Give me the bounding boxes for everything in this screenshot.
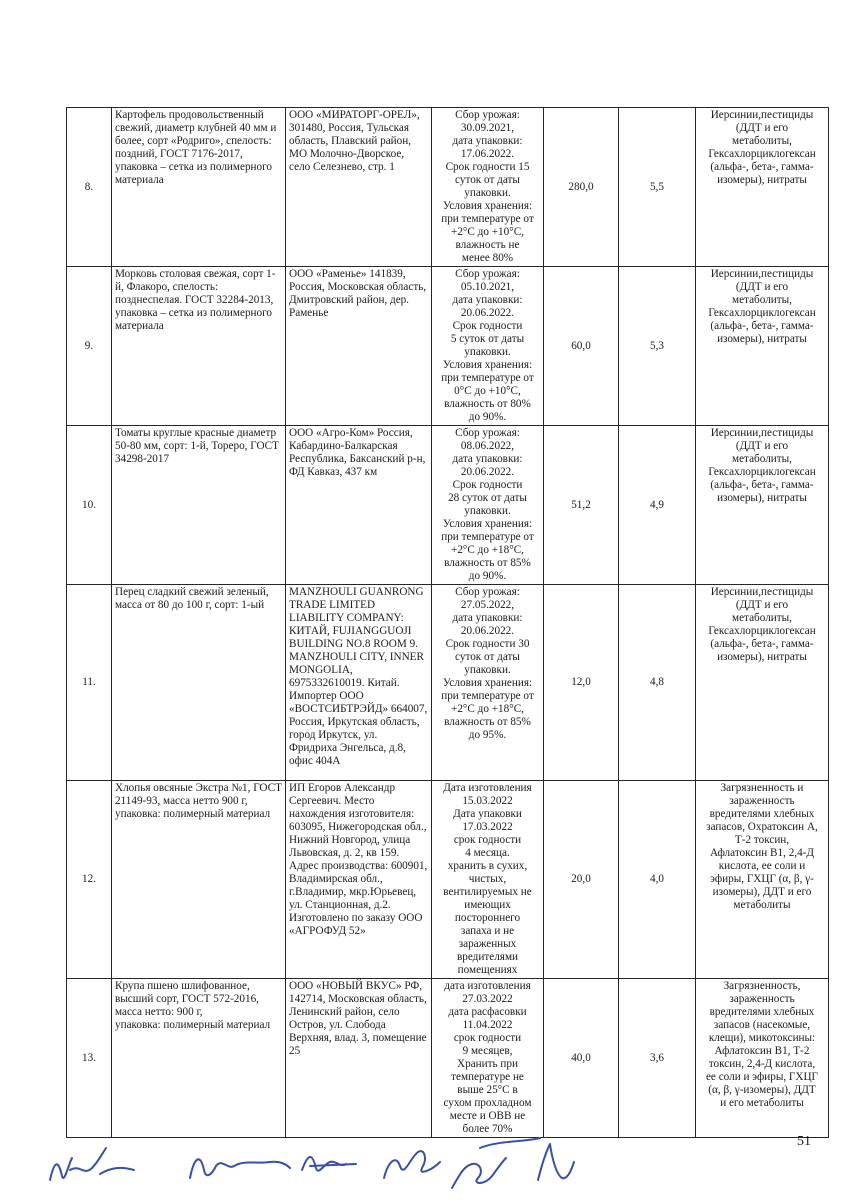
table-row xyxy=(67,585,829,781)
measured-value-cell xyxy=(619,426,696,585)
test-parameters: Иерсинии,пестициды (ДДТ и его метаболиты, Гексахлорциклогексан (альфа-, бета-, гамма- изомеры), нитраты xyxy=(708,427,816,504)
table-row xyxy=(67,108,829,267)
measured-value-cell xyxy=(619,585,696,781)
signature-6 xyxy=(538,1144,574,1180)
measured-value: 3,6 xyxy=(650,1051,664,1064)
manufacturer-info: MANZHOULI GUANRONG TRADE LIMITED LIABILITY COMPANY: КИТАЙ, FUJIANGGUOJI BUILDING NO.8 ROOM 9. MANZHOULI CITY, INNER MONGOLIA, 6975332610019. Китай. Импортер ООО «ВОСТСИБТРЭЙД» 664007, Россия, Иркутская область, город Иркутск, ул. Фридриха Энгельса, д.8, офис 404А xyxy=(289,586,428,767)
row-number-cell xyxy=(67,108,112,267)
test-parameters: Загрязненность и зараженность вредителями хлебных запасов, Охратоксин А, Т-2 токсин, Афлатоксин В1, 2,4-Д кислота, ее соли и эфиры, ГХЦГ (α, β, γ- изомеры), ДДТ и его метаболиты xyxy=(706,782,818,911)
sample-mass-cell xyxy=(544,108,619,267)
manufacturer-info: ООО «Раменье» 141839, Россия, Московская область, Дмитровский район, дер. Раменье xyxy=(289,268,427,319)
manufacturer-info: ООО «НОВЫЙ ВКУС» РФ, 142714, Московская область, Ленинский район, село Остров, ул. Слобода Верхняя, влад. 3, помещение 25 xyxy=(289,980,427,1057)
dates-and-storage: дата изготовления 27.03.2022 дата расфасовки 11.04.2022 срок годности 9 месяцев, Хранить при температуре не выше 25°С в сухом прохладном месте и ОВВ не более 70% xyxy=(443,980,532,1135)
dates-and-storage: Сбор урожая: 05.10.2021, дата упаковки: 20.06.2022. Срок годности 5 суток от даты упаковки. Условия хранения: при температуре от 0°С до +10°С, влажность от 80% до 90%. xyxy=(441,268,534,423)
dates-and-storage: Дата изготовления 15.03.2022 Дата упаковки 17.03.2022 срок годности 4 месяца. хранить в сухих, чистых, вентилируемых не имеющих постороннего запаха и не зараженных вредителями помещениях xyxy=(443,782,532,976)
manufacturer-info-cell xyxy=(286,267,432,426)
handwritten-signatures xyxy=(40,1118,600,1198)
product-description-cell xyxy=(112,426,286,585)
dates-and-storage-cell xyxy=(432,267,544,426)
sample-mass: 60,0 xyxy=(571,339,591,352)
sample-mass-cell xyxy=(544,585,619,781)
test-parameters: Иерсинии,пестициды (ДДТ и его метаболиты, Гексахлорциклогексан (альфа-, бета-, гамма- изомеры), нитраты xyxy=(708,109,816,186)
measured-value: 4,9 xyxy=(650,498,664,511)
manufacturer-info-cell xyxy=(286,979,432,1138)
row-number: 10. xyxy=(82,498,96,511)
row-number: 13. xyxy=(82,1051,96,1064)
test-parameters: Загрязненность, зараженность вредителями хлебных запасов (насекомые, клещи), микотоксины: Афлатоксин В1, Т-2 токсин, 2,4-Д кислота, ее соли и эфиры, ГХЦГ (α, β, γ-изомеры), ДДТ и его метаболиты xyxy=(705,980,819,1109)
test-parameters-cell xyxy=(696,585,829,781)
measured-value: 4,8 xyxy=(650,676,664,688)
page-number: 51 xyxy=(797,1134,811,1149)
test-parameters-cell xyxy=(696,781,829,979)
row-number-cell xyxy=(67,585,112,781)
test-parameters-cell xyxy=(696,426,829,585)
sample-mass: 280,0 xyxy=(568,180,594,193)
product-description: Картофель продовольственный свежий, диаметр клубней 40 мм и более, сорт «Родриго», спелость: поздний, ГОСТ 7176-2017, упаковка – сетка из полимерного материала xyxy=(115,109,277,186)
row-number: 11. xyxy=(82,676,96,688)
row-number-cell xyxy=(67,979,112,1138)
sample-mass-cell xyxy=(544,426,619,585)
manufacturer-info-cell xyxy=(286,781,432,979)
test-parameters: Иерсинии,пестициды (ДДТ и его метаболиты, Гексахлорциклогексан (альфа-, бета-, гамма- изомеры), нитраты xyxy=(708,586,816,663)
product-description-cell xyxy=(112,979,286,1138)
sample-mass-cell xyxy=(544,781,619,979)
measured-value: 5,3 xyxy=(650,339,664,352)
signature-2 xyxy=(190,1159,290,1178)
sample-mass: 20,0 xyxy=(571,873,591,885)
dates-and-storage: Сбор урожая: 27.05.2022, дата упаковки: 20.06.2022. Срок годности 30 суток от даты упаковки. Условия хранения: при температуре от +2°С до +18°С, влажность от 85% до 95%. xyxy=(441,586,534,741)
dates-and-storage-cell xyxy=(432,979,544,1138)
signature-3 xyxy=(302,1157,356,1171)
sample-mass-cell xyxy=(544,267,619,426)
row-number: 8. xyxy=(84,180,94,193)
product-description-cell xyxy=(112,781,286,979)
row-number-cell xyxy=(67,781,112,979)
measured-value-cell xyxy=(619,108,696,267)
table-row xyxy=(67,979,829,1138)
manufacturer-info-cell xyxy=(286,585,432,781)
products-table xyxy=(66,107,829,1138)
dates-and-storage-cell xyxy=(432,585,544,781)
sample-mass-cell xyxy=(544,979,619,1138)
sample-mass: 12,0 xyxy=(571,676,591,688)
row-number-cell xyxy=(67,267,112,426)
table-row xyxy=(67,781,829,979)
measured-value-cell xyxy=(619,267,696,426)
row-number: 9. xyxy=(84,339,94,352)
sample-mass: 51,2 xyxy=(571,498,591,511)
dates-and-storage-cell xyxy=(432,781,544,979)
dates-and-storage-cell xyxy=(432,108,544,267)
manufacturer-info-cell xyxy=(286,426,432,585)
measured-value: 4,0 xyxy=(650,873,664,885)
measured-value-cell xyxy=(619,781,696,979)
table-row xyxy=(67,426,829,585)
manufacturer-info: ИП Егоров Александр Сергеевич. Место нахождения изготовителя: 603095, Нижегородская обл., Нижний Новгород, улица Львовская, д. 2, кв 159. Адрес производства: 600901, Владимирская обл., г.Владимир, мкр.Юрьевец, ул. Станционная, д.2. Изготовлено по заказу ООО «АГРОФУД 52» xyxy=(289,782,428,937)
signature-1 xyxy=(50,1148,134,1180)
manufacturer-info-cell xyxy=(286,108,432,267)
measured-value: 5,5 xyxy=(650,180,664,193)
table-row xyxy=(67,267,829,426)
dates-and-storage: Сбор урожая: 08.06.2022, дата упаковки: 20.06.2022. Срок годности 28 суток от даты упаковки. Условия хранения: при температуре от +2°С до +18°С, влажность от 85% до 90%. xyxy=(441,427,534,582)
manufacturer-info: ООО «МИРАТОРГ-ОРЕЛ», 301480, Россия, Тульская область, Плавский район, МО Молочно-Дворское, село Селезнево, стр. 1 xyxy=(289,109,420,173)
measured-value-cell xyxy=(619,979,696,1138)
row-number: 12. xyxy=(82,873,96,885)
product-description: Крупа пшено шлифованное, высший сорт, ГОСТ 572-2016, масса нетто: 900 г, упаковка: полимерный материал xyxy=(115,980,271,1031)
product-description-cell xyxy=(112,585,286,781)
test-parameters-cell xyxy=(696,267,829,426)
product-description: Томаты круглые красные диаметр 50-80 мм, сорт: 1-й, Тореро, ГОСТ 34298-2017 xyxy=(115,427,279,465)
manufacturer-info: ООО «Агро-Ком» Россия, Кабардино-Балкарская Республика, Баксанский р-н, ФД Кавказ, 437 км xyxy=(289,427,426,478)
dates-and-storage-cell xyxy=(432,426,544,585)
product-description-cell xyxy=(112,267,286,426)
product-description: Морковь столовая свежая, сорт 1-й, Флакоро, спелость: позднеспелая. ГОСТ 32284-2013, упаковка – сетка из полимерного материала xyxy=(115,268,276,332)
product-description-cell xyxy=(112,108,286,267)
dates-and-storage: Сбор урожая: 30.09.2021, дата упаковки: 17.06.2022. Срок годности 15 суток от даты упаковки. Условия хранения: при температуре от +2°С до +10°С, влажность не менее 80% xyxy=(441,109,534,264)
row-number-cell xyxy=(67,426,112,585)
signature-5 xyxy=(452,1138,540,1188)
test-parameters: Иерсинии,пестициды (ДДТ и его метаболиты, Гексахлорциклогексан (альфа-, бета-, гамма- изомеры), нитраты xyxy=(708,268,816,345)
product-description: Хлопья овсяные Экстра №1, ГОСТ 21149-93, масса нетто 900 г, упаковка: полимерный материал xyxy=(115,782,282,820)
signature-4 xyxy=(384,1151,440,1178)
test-parameters-cell xyxy=(696,979,829,1138)
sample-mass: 40,0 xyxy=(571,1051,591,1064)
test-parameters-cell xyxy=(696,108,829,267)
product-description: Перец сладкий свежий зеленый, масса от 80 до 100 г, сорт: 1-ый xyxy=(115,586,269,611)
